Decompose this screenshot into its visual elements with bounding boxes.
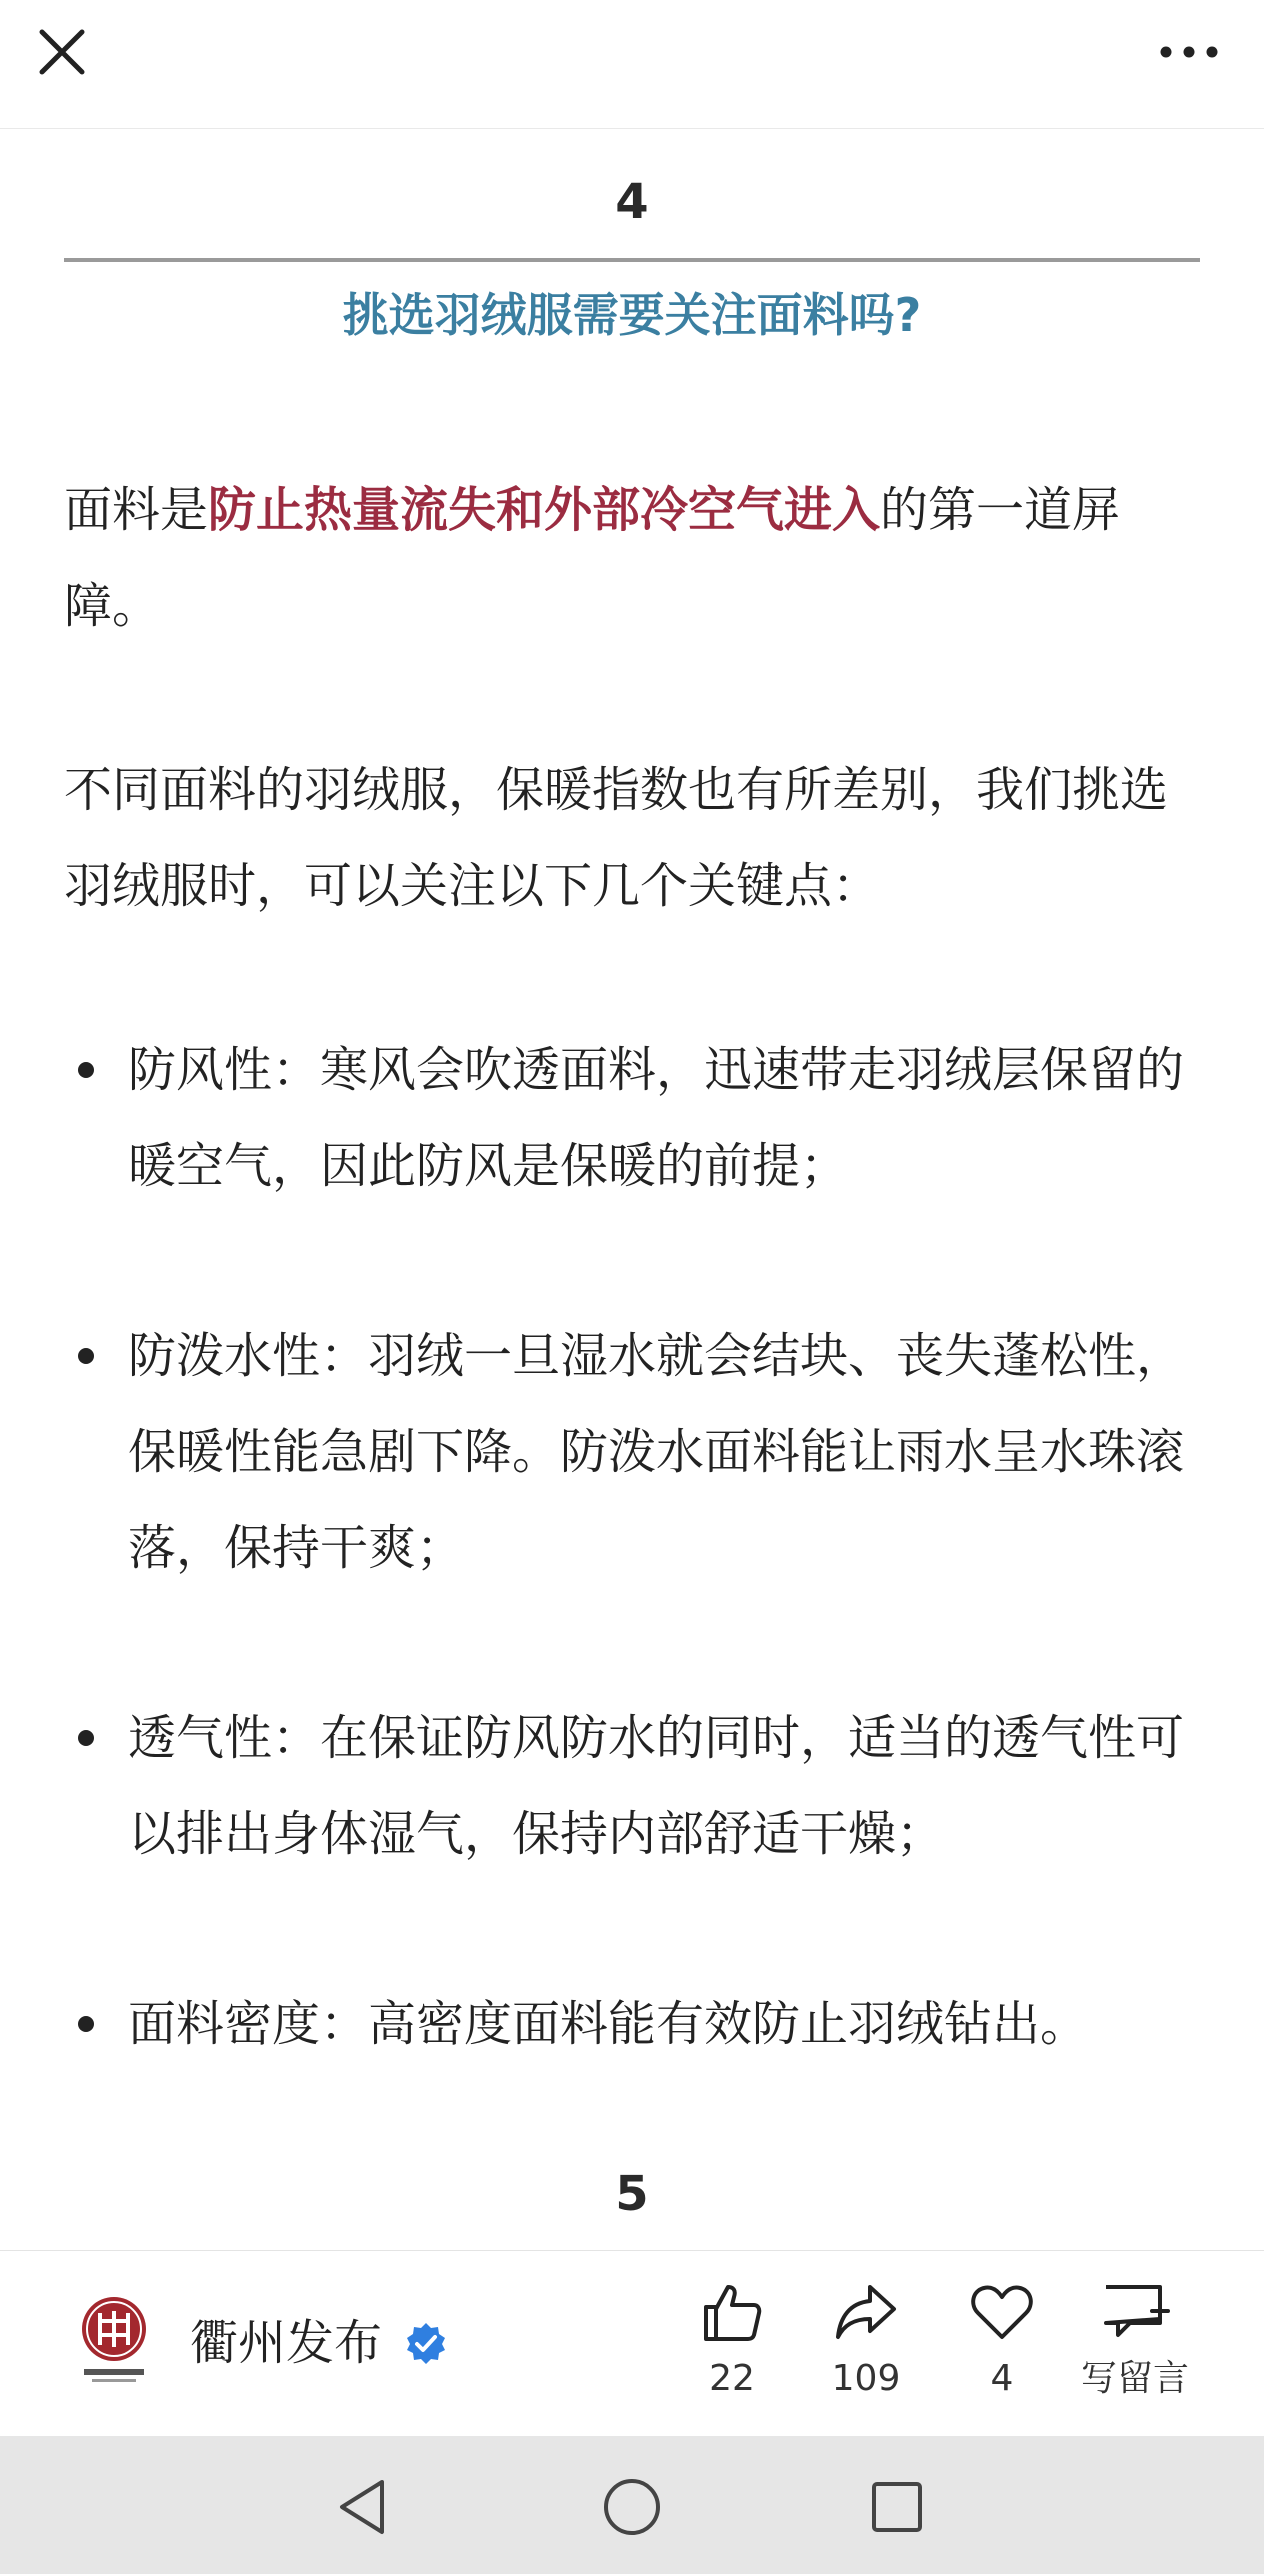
article-body: [64, 128, 1200, 2254]
paragraph-intro-prefix: 面料是: [64, 482, 209, 538]
share-count: 109: [831, 2358, 901, 2399]
article-action-bar: [0, 2250, 1264, 2435]
list-item-text: 防风性：寒风会吹透面料，迅速带走羽绒层保留的暖空气，因此防风是保暖的前提；: [128, 1042, 1185, 1194]
favorite-button[interactable]: [947, 2281, 1057, 2401]
section-heading: 挑选羽绒服需要关注面料吗?: [342, 288, 922, 342]
heart-icon: [970, 2281, 1034, 2343]
favorite-count: 4: [990, 2358, 1014, 2399]
list-item-text: 面料密度：高密度面料能有效防止羽绒钻出。: [128, 1996, 1089, 2052]
bullet-dot-icon: [78, 2016, 94, 2032]
like-button[interactable]: [677, 2281, 787, 2401]
author-name[interactable]: 衢州发布: [190, 2315, 383, 2371]
bullet-dot-icon: [78, 1062, 94, 1078]
close-icon[interactable]: [32, 22, 92, 82]
write-comment-button[interactable]: [1070, 2281, 1200, 2401]
list-item-text: 防泼水性：羽绒一旦湿水就会结块、丧失蓬松性，保暖性能急剧下降。防泼水面料能让雨水呈水珠滚落，保持干爽；: [128, 1328, 1185, 1576]
keypoint-list: [64, 1022, 1200, 2072]
bullet-dot-icon: [78, 1730, 94, 1746]
paragraph-intro: [64, 462, 1200, 654]
list-item: [64, 1976, 1200, 2072]
back-triangle-icon[interactable]: [330, 2474, 396, 2540]
section-number: 5: [615, 2166, 649, 2222]
verified-badge-icon: [404, 2321, 448, 2365]
list-item: [64, 1690, 1200, 1882]
share-button[interactable]: [811, 2281, 921, 2401]
section-number: 4: [615, 174, 649, 230]
thumbs-up-icon: [700, 2281, 764, 2343]
section-divider: [64, 258, 1200, 262]
recents-square-icon[interactable]: [864, 2474, 930, 2540]
list-item-text: 透气性：在保证防风防水的同时，适当的透气性可以排出身体湿气，保持内部舒适干燥；: [128, 1710, 1185, 1862]
paragraph-keypoints: 不同面料的羽绒服，保暖指数也有所差别，我们挑选羽绒服时，可以关注以下几个关键点：: [64, 762, 1169, 914]
paragraph-intro-suffix: 的第一道屏障。: [64, 482, 1121, 634]
paragraph-highlight: 防止热量流失和外部冷空气进入: [208, 482, 881, 538]
like-count: 22: [709, 2358, 755, 2399]
bullet-dot-icon: [78, 1348, 94, 1364]
account-avatar-logo[interactable]: [66, 2291, 162, 2387]
list-item: [64, 1022, 1200, 1214]
system-navigation-bar: [0, 2436, 1264, 2574]
home-circle-icon[interactable]: [599, 2474, 665, 2540]
write-comment-label: 写留言: [1080, 2358, 1189, 2399]
top-bar: [0, 0, 1264, 129]
share-arrow-icon: [834, 2281, 898, 2343]
comment-plus-icon: [1100, 2281, 1170, 2343]
more-dots-icon[interactable]: [1154, 26, 1224, 78]
list-item: [64, 1308, 1200, 1596]
